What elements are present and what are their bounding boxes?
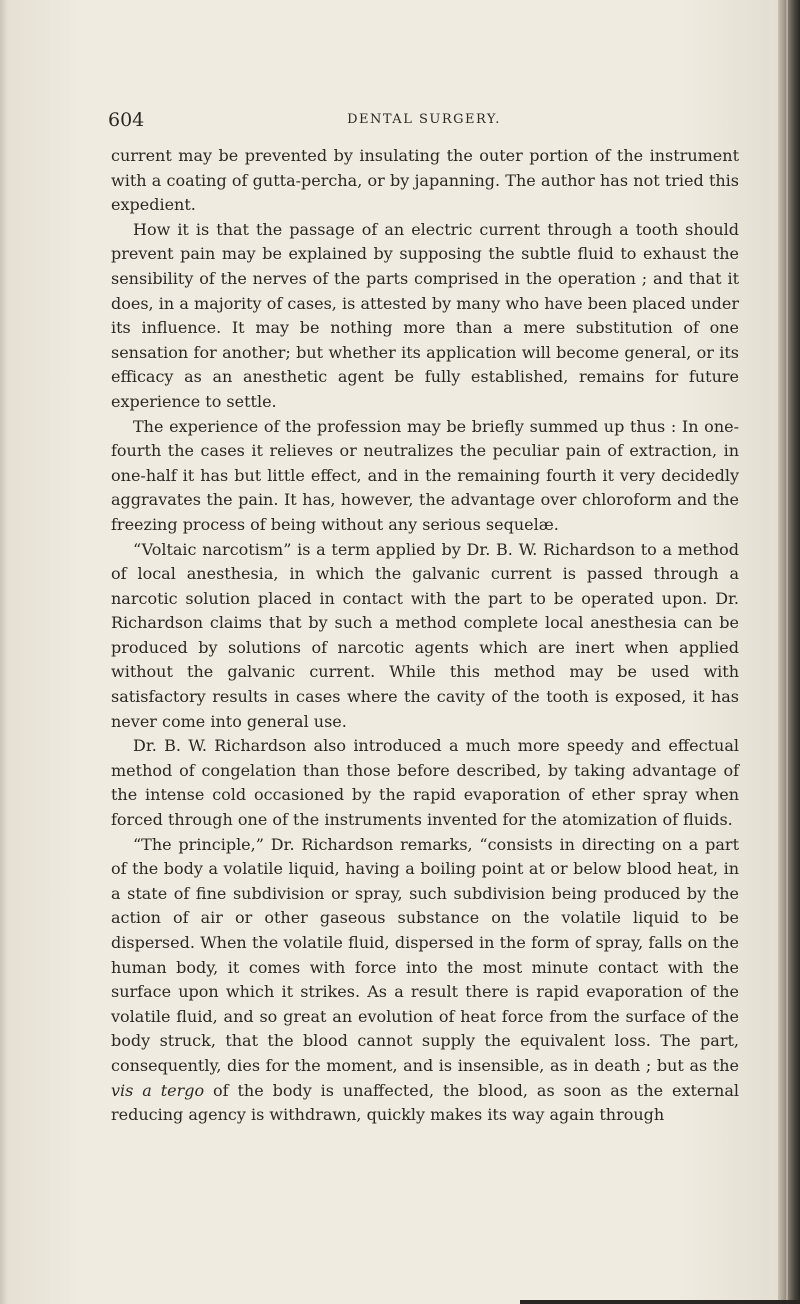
quote-text-after: of the body is unaffected, the blood, as soon as the external reducing agency is withdrawn, quickly makes its way again through [111, 1080, 740, 1125]
book-spine-edge [778, 0, 800, 1304]
paragraph-principle-quote [111, 833, 739, 1128]
running-title: DENTAL SURGERY. [347, 112, 501, 127]
paragraph-experience-summary: The experience of the profession may be briefly summed up thus : In one-fourth the cases it relieves or neutralizes the peculiar pain of extraction, in one-half it has but little effect, and in the remaining fourth it very decidedly aggravates the pain. It has, however, the advantage over chloroform and the freezing process of being without any serious sequelæ. [111, 416, 739, 534]
quote-text-before: “The principle,” Dr. Richardson remarks, “consists in directing on a part of the body a volatile liquid, having a boiling point at or below blood heat, in a state of fine subdivision or spray, such subdivision being produced by the action of air or other gaseous substance on the volatile liquid to be dispersed. When the volatile fluid, dispersed in the form of spray, falls on the human body, it comes with force into the most minute contact with the surface upon which it strikes. As a result there is rapid evaporation of the volatile fluid, and so great an evolution of heat force from the surface of the body struck, that the blood cannot supply the equivalent loss. The part, consequently, dies for the moment, and is insensible, as in death ; but as the [111, 834, 739, 1075]
page-number: 604 [108, 109, 145, 131]
paragraph-voltaic-narcotism: “Voltaic narcotism” is a term applied by Dr. B. W. Richardson to a method of local anesthesia, in which the galvanic current is passed through a narcotic solution placed in contact with the part to be operated upon. Dr. Richardson claims that by such a method complete local anesthesia can be produced by solutions of narcotic agents which are inert when applied without the galvanic current. While this method may be used with satisfactory results in cases where the cavity of the tooth is exposed, it has never come into general use. [111, 539, 739, 731]
quote-italic-phrase: vis a tergo [111, 1080, 205, 1100]
body-text [111, 144, 739, 1128]
paragraph-continuation: current may be prevented by insulating the outer portion of the instrument with a coating of gutta-percha, or by japanning. The author has not tried this expedient. [111, 146, 739, 215]
paragraph-congelation: Dr. B. W. Richardson also introduced a much more speedy and effectual method of congelation than those before described, by taking advantage of the intense cold occasioned by the rapid evaporation of ether spray when forced through one of the instruments invented for the atomization of fluids. [111, 736, 739, 830]
paragraph-electric-current: How it is that the passage of an electric current through a tooth should prevent pain may be explained by supposing the subtle fluid to exhaust the sensibility of the nerves of the parts comprised in the operation ; and that it does, in a majority of cases, is attested by many who have been placed under its influence. It may be nothing more than a mere substitution of one sensation for another; but whether its application will become general, or its efficacy as an anesthetic agent be fully established, remains for future experience to settle. [111, 219, 739, 411]
page-gutter-shadow [0, 0, 8, 1304]
page-header [108, 108, 740, 138]
bottom-edge-shadow [520, 1300, 800, 1304]
